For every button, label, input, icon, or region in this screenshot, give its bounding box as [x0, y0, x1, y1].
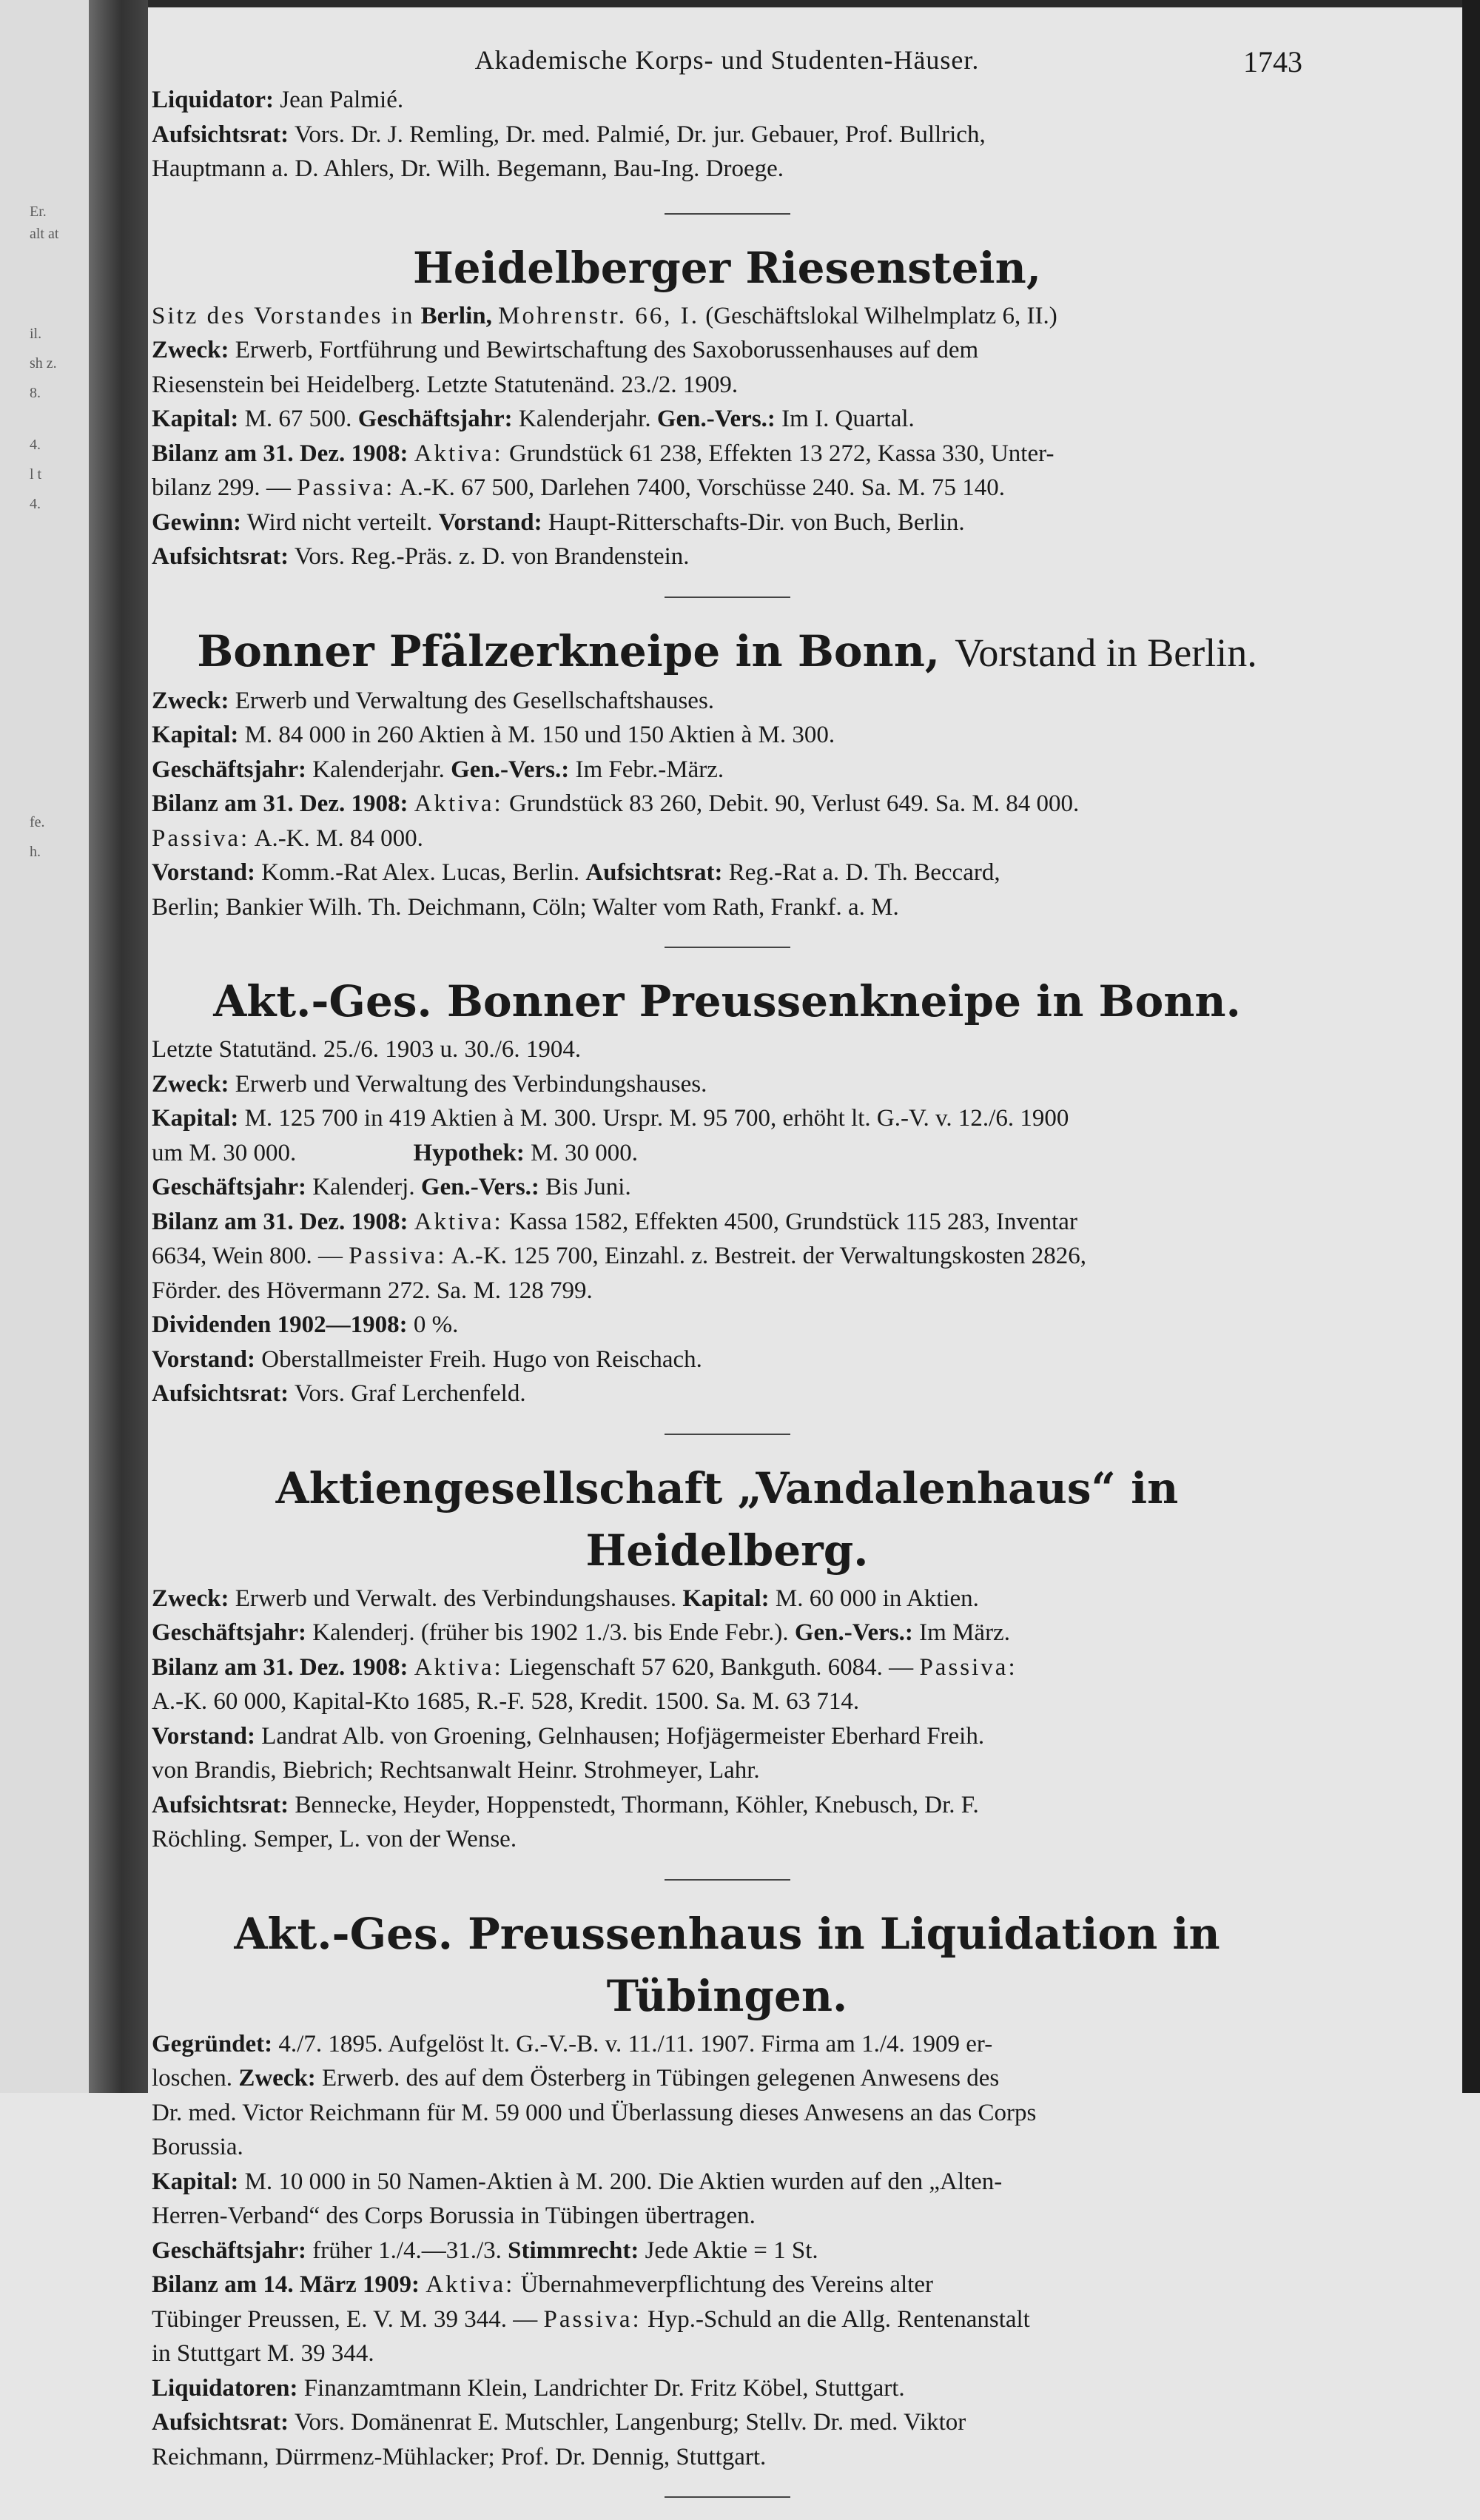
body-line [152, 505, 1302, 540]
field-label: Stimmrecht: [508, 2237, 639, 2264]
spaced-text: Passiva: [919, 1653, 1018, 1681]
field-text: A.-K. 67 500, Darlehen 7400, Vorschüsse 240. Sa. M. 75 140. [399, 474, 1005, 501]
field-label: Zweck: [238, 2065, 316, 2091]
field-text: früher 1./4.—31./3. [312, 2237, 502, 2264]
field-text: Finanzamtmann Klein, Landrichter Dr. Fritz Köbel, Stuttgart. [303, 2374, 905, 2402]
field-text: Kalenderjahr. [312, 756, 445, 783]
section-divider [665, 597, 790, 598]
body-line [152, 2440, 1302, 2475]
entry-title: Aktiengesellschaft „Vandalenhaus“ in Heidelberg. [275, 1462, 1179, 1576]
field-text: Hyp.-Schuld an die Allg. Rentenanstalt [647, 2305, 1030, 2333]
margin-fragment: Er. [30, 204, 47, 220]
body-line [152, 1274, 1302, 1308]
entry-heidelberger-riesenstein [152, 237, 1302, 574]
field-text: Hauptmann a. D. Ahlers, Dr. Wilh. Begemann, Bau-Ing. Droege. [152, 155, 784, 182]
field-text: Erwerb und Verwalt. des Verbindungshauses. [235, 1585, 677, 1612]
field-label: Gen.-Vers.: [656, 406, 776, 432]
body-line [152, 718, 1302, 753]
field-text: M. 125 700 in 419 Aktien à M. 300. Urspr. M. 95 700, erhöht lt. G.-V. v. 12./6. 1900 [244, 1105, 1069, 1132]
field-label: Bilanz am 31. Dez. 1908: [152, 1653, 408, 1681]
field-text: in Stuttgart M. 39 344. [152, 2340, 374, 2367]
field-label: Bilanz am 31. Dez. 1908: [152, 1208, 408, 1235]
spaced-text: Aktiva: [414, 1208, 503, 1235]
body-line [152, 1101, 1302, 1136]
field-label: Zweck: [152, 687, 229, 714]
field-label: Zweck: [152, 337, 229, 363]
body-line [152, 1067, 1302, 1102]
field-text: A.-K. 60 000, Kapital-Kto 1685, R.-F. 528, Kredit. 1500. Sa. M. 63 714. [152, 1688, 860, 1715]
spaced-text: Mohrenstr. 66, I. [498, 302, 700, 329]
body-line [152, 890, 1302, 925]
entry-vandalenhaus [152, 1457, 1302, 1857]
liquidator-line [152, 83, 1302, 118]
body-line [152, 2371, 1302, 2406]
margin-fragment: alt at [30, 226, 59, 242]
field-label: Liquidatoren: [152, 2374, 298, 2402]
field-text: Wird nicht verteilt. [246, 508, 433, 536]
margin-fragment: h. [30, 844, 41, 860]
spaced-text: Passiva: [297, 474, 395, 501]
field-label: Gen.-Vers.: [794, 1619, 913, 1646]
margin-fragment: 8. [30, 385, 41, 401]
body-line [152, 1377, 1302, 1411]
entry-title: Akt.-Ges. Preussenhaus in Liquidation in Tübingen. [234, 1908, 1220, 2021]
body-line [152, 540, 1302, 574]
field-label: Aufsichtsrat: [585, 859, 723, 886]
field-text: Herren-Verband“ des Corps Borussia in Tübingen übertragen. [152, 2203, 756, 2229]
emphasis-text: Berlin, [420, 302, 492, 329]
field-text: Grundstück 83 260, Debit. 90, Verlust 649. Sa. M. 84 000. [508, 790, 1080, 817]
field-text: 0 %. [413, 1311, 459, 1338]
margin-fragment: sh z. [30, 355, 57, 372]
field-label: Aufsichtsrat: [152, 1380, 289, 1407]
margin-fragment: 4. [30, 437, 41, 453]
field-text: loschen. [152, 2065, 233, 2091]
field-text: Kalenderj. (früher bis 1902 1./3. bis Ende Febr.). [312, 1619, 789, 1646]
field-text: Dr. med. Victor Reichmann für M. 59 000 und Überlassung dieses Anwesens an das Corps [152, 2099, 1037, 2126]
field-label: Zweck: [152, 1585, 229, 1612]
body-line [152, 2027, 1302, 2062]
body-line [152, 787, 1302, 821]
field-text: Kalenderj. [312, 1174, 415, 1200]
field-text: Im I. Quartal. [781, 406, 915, 432]
field-text: Erwerb und Verwaltung des Verbindungshauses. [235, 1070, 707, 1098]
body-line [152, 1719, 1302, 1754]
field-text: Im März. [919, 1619, 1010, 1646]
entry-title-suffix: Vorstand in Berlin. [955, 630, 1257, 675]
body-line [152, 1343, 1302, 1377]
spaced-text: Aktiva: [414, 440, 503, 467]
body-line [152, 402, 1302, 437]
field-label: Geschäftsjahr: [152, 1619, 306, 1646]
field-label: Geschäftsjahr: [152, 2237, 306, 2264]
margin-fragment: il. [30, 326, 42, 342]
body-line [152, 1753, 1302, 1788]
entry-title: Akt.-Ges. Bonner Preussenkneipe in Bonn. [213, 976, 1241, 1027]
field-label: Dividenden 1902—1908: [152, 1311, 408, 1338]
body-line [152, 1239, 1302, 1274]
field-text: Reichmann, Dürrmenz-Mühlacker; Prof. Dr. Dennig, Stuttgart. [152, 2443, 767, 2470]
spaced-text: Aktiva: [414, 1653, 503, 1681]
entry-title [152, 620, 1302, 684]
body-line [152, 2405, 1302, 2440]
field-label: Kapital: [152, 2168, 239, 2195]
spaced-text: Passiva: [349, 1243, 447, 1269]
section-divider [665, 1434, 790, 1435]
field-text: Bennecke, Heyder, Hoppenstedt, Thormann, Köhler, Knebusch, Dr. F. [295, 1791, 979, 1818]
body-line [152, 437, 1302, 471]
field-label: Bilanz am 31. Dez. 1908: [152, 440, 408, 467]
body-line [152, 2199, 1302, 2234]
field-text: M. 84 000 in 260 Aktien à M. 150 und 150 Aktien à M. 300. [244, 722, 835, 748]
left-page-margin [0, 0, 89, 2093]
section-divider [665, 1879, 790, 1881]
field-text: Tübinger Preussen, E. V. M. 39 344. — [152, 2305, 538, 2333]
field-label: Kapital: [152, 722, 239, 748]
entry-title-main: Bonner Pfälzerkneipe in Bonn, [197, 625, 941, 676]
field-text: A.-K. 125 700, Einzahl. z. Bestreit. der Verwaltungskosten 2826, [451, 1243, 1086, 1269]
field-text: Komm.-Rat Alex. Lucas, Berlin. [261, 859, 580, 886]
field-text: 6634, Wein 800. — [152, 1243, 343, 1269]
section-divider [665, 213, 790, 215]
field-text: Letzte Statutänd. 25./6. 1903 u. 30./6. 1904. [152, 1036, 582, 1063]
field-text: A.-K. M. 84 000. [254, 824, 423, 852]
field-label: Hypothek: [413, 1139, 525, 1166]
field-text: Vors. Dr. J. Remling, Dr. med. Palmié, Dr. jur. Gebauer, Prof. Bullrich, [294, 121, 986, 148]
document-page [152, 30, 1302, 2520]
prior-entry [152, 83, 1302, 187]
entry-bonner-pfaelzerkneipe [152, 620, 1302, 925]
field-label: Bilanz am 31. Dez. 1908: [152, 790, 408, 817]
field-text: Übernahmeverpflichtung des Vereins alter [520, 2271, 933, 2298]
field-text: Riesenstein bei Heidelberg. Letzte Statutenänd. 23./2. 1909. [152, 371, 739, 398]
field-label: Zweck: [152, 1070, 229, 1098]
field-text: Kalenderjahr. [518, 406, 651, 432]
field-text: Vors. Domänenrat E. Mutschler, Langenburg; Stellv. Dr. med. Viktor [294, 2409, 966, 2436]
page-number: 1743 [1243, 45, 1302, 78]
entry-title: Heidelberger Riesenstein, [412, 242, 1042, 293]
field-text: (Geschäftslokal Wilhelmplatz 6, II.) [705, 302, 1057, 329]
field-text: Erwerb. des auf dem Österberg in Tübingen gelegenen Anwesens des [322, 2065, 1000, 2091]
field-text: Im Febr.-März. [575, 756, 724, 783]
field-text: Landrat Alb. von Groening, Gelnhausen; Hofjägermeister Eberhard Freih. [261, 1722, 985, 1750]
body-line [152, 299, 1302, 334]
body-line [152, 1788, 1302, 1823]
body-line [152, 684, 1302, 719]
body-line [152, 2165, 1302, 2200]
field-text: M. 67 500. [244, 406, 352, 432]
body-line [152, 2130, 1302, 2165]
field-text: von Brandis, Biebrich; Rechtsanwalt Heinr. Strohmeyer, Lahr. [152, 1757, 760, 1784]
spaced-text: Aktiva: [414, 790, 503, 817]
body-line [152, 2096, 1302, 2131]
body-line [152, 471, 1302, 505]
margin-fragment: l t [30, 466, 42, 483]
body-line [152, 1170, 1302, 1205]
field-text: Erwerb, Fortführung und Bewirtschaftung des Saxoborussenhauses auf dem [235, 337, 979, 363]
body-line [152, 1582, 1302, 1616]
body-line [152, 152, 1302, 187]
field-label: Aufsichtsrat: [152, 2409, 289, 2436]
field-text: 4./7. 1895. Aufgelöst lt. G.-V.-B. v. 11./11. 1907. Firma am 1./4. 1909 er- [278, 2030, 993, 2057]
field-label: Vorstand: [152, 1345, 255, 1373]
field-label: Kapital: [152, 1105, 239, 1132]
spaced-text: Passiva: [543, 2305, 642, 2333]
field-label: Liquidator: [152, 87, 275, 113]
field-label: Aufsichtsrat: [152, 1791, 289, 1818]
field-label: Gewinn: [152, 508, 242, 536]
field-text: Liegenschaft 57 620, Bankguth. 6084. — [508, 1653, 914, 1681]
body-line [152, 2268, 1302, 2302]
field-text: Vors. Reg.-Präs. z. D. von Brandenstein. [294, 543, 690, 570]
field-text: Grundstück 61 238, Effekten 13 272, Kassa 330, Unter- [508, 440, 1054, 467]
body-line [152, 1684, 1302, 1719]
field-text: Haupt-Ritterschafts-Dir. von Buch, Berlin. [548, 508, 965, 536]
book-gutter [89, 0, 148, 2093]
field-label: Bilanz am 14. März 1909: [152, 2271, 420, 2298]
page-top-edge [148, 0, 1480, 7]
field-label: Gen.-Vers.: [451, 756, 570, 783]
field-label: Kapital: [682, 1585, 770, 1612]
margin-fragment: 4. [30, 496, 41, 512]
body-line [152, 1616, 1302, 1650]
field-text: Bis Juni. [545, 1174, 631, 1200]
body-line [152, 1822, 1302, 1857]
body-line [152, 1205, 1302, 1240]
entry-preussenhaus-tuebingen [152, 1903, 1302, 2475]
field-label: Aufsichtsrat: [152, 121, 289, 148]
body-line [152, 2061, 1302, 2096]
body-line [152, 2302, 1302, 2337]
spaced-text: Passiva: [152, 824, 250, 852]
field-label: Kapital: [152, 406, 239, 432]
field-label: Gegründet: [152, 2030, 273, 2057]
field-text: M. 30 000. [531, 1139, 638, 1166]
field-text: Oberstallmeister Freih. Hugo von Reischach. [261, 1345, 702, 1373]
margin-fragment: fe. [30, 814, 45, 830]
field-text: Erwerb und Verwaltung des Gesellschaftshauses. [235, 687, 715, 714]
field-text: Jean Palmié. [280, 87, 404, 113]
field-text: M. 60 000 in Aktien. [775, 1585, 979, 1612]
field-label: Geschäftsjahr: [152, 1174, 306, 1200]
field-label: Geschäftsjahr: [152, 756, 306, 783]
section-divider [665, 2496, 790, 2498]
running-head: Akademische Korps- und Studenten-Häuser. [474, 45, 980, 75]
field-text: Reg.-Rat a. D. Th. Beccard, [728, 859, 1000, 886]
entry-bonner-preussenkneipe [152, 970, 1302, 1411]
field-text: Vors. Graf Lerchenfeld. [294, 1380, 526, 1407]
field-text: Kassa 1582, Effekten 4500, Grundstück 115 283, Inventar [508, 1208, 1077, 1235]
body-line [152, 856, 1302, 890]
field-label: Vorstand: [152, 1722, 255, 1750]
field-label: Aufsichtsrat: [152, 543, 289, 570]
field-label: Vorstand: [152, 859, 255, 886]
field-text: Förder. des Hövermann 272. Sa. M. 128 799. [152, 1277, 593, 1304]
body-line [152, 1136, 1302, 1171]
field-label: Vorstand: [438, 508, 542, 536]
body-line [152, 2234, 1302, 2268]
field-text: Berlin; Bankier Wilh. Th. Deichmann, Cöln; Walter vom Rath, Frankf. a. M. [152, 893, 899, 921]
field-text: Röchling. Semper, L. von der Wense. [152, 1826, 517, 1852]
field-text: Borussia. [152, 2134, 243, 2160]
field-label: Geschäftsjahr: [357, 406, 513, 432]
body-line [152, 821, 1302, 856]
spaced-text: Aktiva: [426, 2271, 515, 2298]
field-text: um M. 30 000. [152, 1139, 297, 1166]
body-line [152, 368, 1302, 403]
aufsichtsrat-line [152, 118, 1302, 152]
field-text: bilanz 299. — [152, 474, 291, 501]
body-line [152, 333, 1302, 368]
spaced-text: Sitz des Vorstandes in [152, 302, 415, 329]
body-line [152, 2336, 1302, 2371]
field-text: Jede Aktie = 1 St. [645, 2237, 818, 2264]
field-text: M. 10 000 in 50 Namen-Aktien à M. 200. Die Aktien wurden auf den „Alten- [244, 2168, 1003, 2195]
page-right-edge [1462, 0, 1480, 2093]
body-line [152, 1308, 1302, 1343]
body-line [152, 753, 1302, 787]
field-label: Gen.-Vers.: [420, 1174, 539, 1200]
section-divider [665, 947, 790, 948]
body-line [152, 1032, 1302, 1067]
body-line [152, 1650, 1302, 1685]
